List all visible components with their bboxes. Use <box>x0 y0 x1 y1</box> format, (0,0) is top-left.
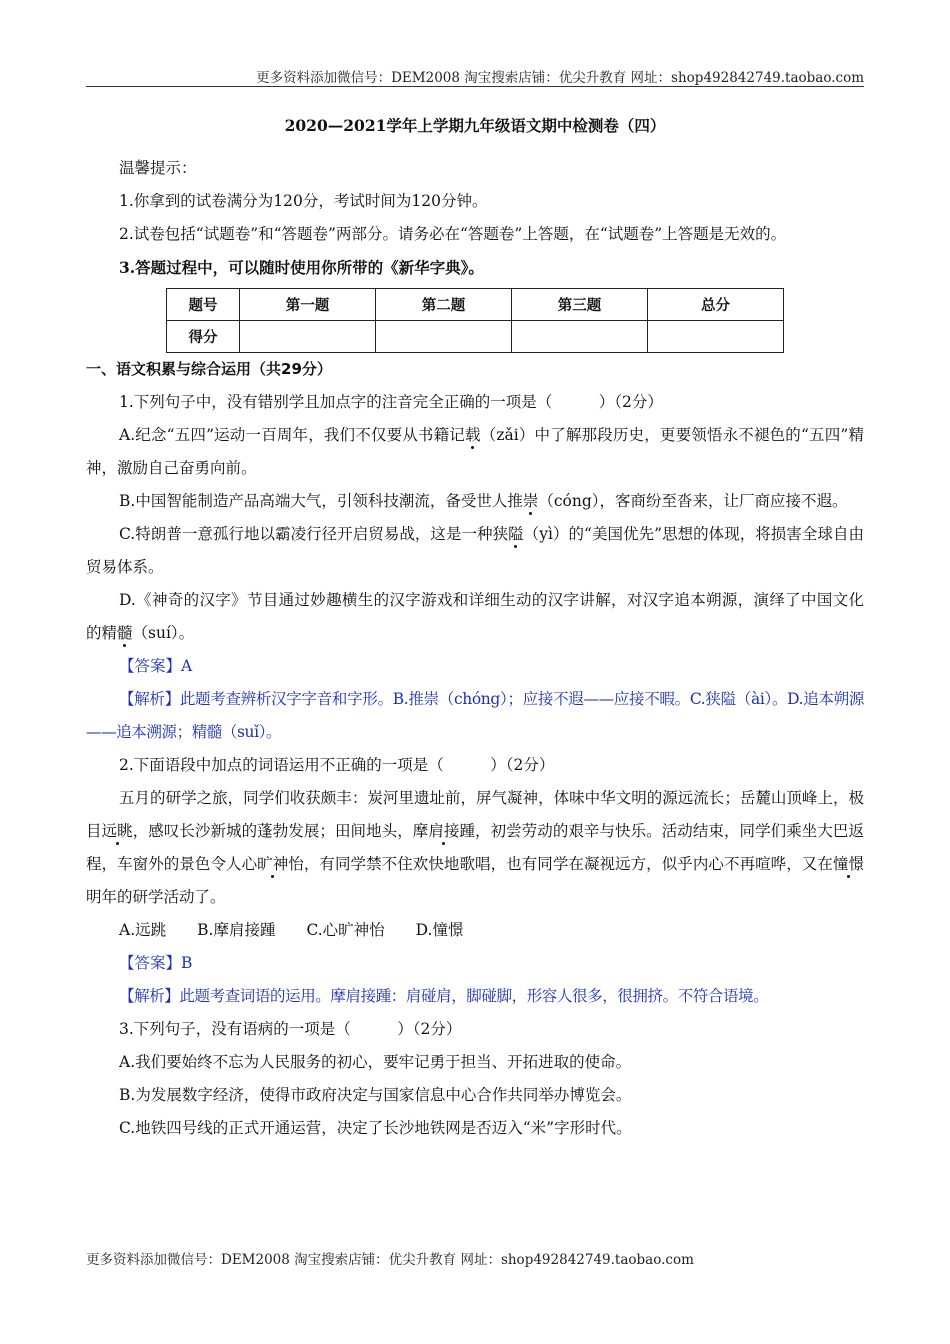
q1-option-b <box>86 485 864 518</box>
q2-dotted-word: 憧憬 <box>832 855 864 873</box>
q1-b-text: B.中国智能制造产品高端大气，引领科技潮流，备受世人推 <box>119 492 523 510</box>
q1-b-dotted-char: 崇 <box>522 492 539 510</box>
q2-passage-text: 五月的研学之旅，同学们收获颇丰：炭河里遗址前，屏气凝神，体味中华文明的源远流长；岳麓山顶峰上，极目 <box>86 789 864 840</box>
section-1-heading: 一、语文积累与综合运用（共29分） <box>86 360 332 378</box>
q3-option-c: C.地铁四号线的正式开通运营，决定了长沙地铁网是否迈入“米”字形时代。 <box>119 1119 632 1137</box>
header-divider <box>86 86 864 87</box>
score-table-score-row <box>167 321 784 353</box>
score-header-cell: 第一题 <box>240 289 376 321</box>
q3-option-a: A.我们要始终不忘为人民服务的初心，要牢记勇于担当、开拓进取的使命。 <box>119 1053 632 1071</box>
q1-b-text-end: （cóng），客商纷至沓来，让厂商应接不遐。 <box>538 492 848 510</box>
q1-a-text: A.纪念“五四”运动一百周年，我们不仅要从书籍记 <box>119 426 465 444</box>
page-header: 更多资料添加微信号：DEM2008 淘宝搜索店铺：优尖升教育 网址：shop492842749.taobao.com <box>256 70 864 86</box>
q2-passage <box>86 782 864 914</box>
q1-analysis: 【解析】此题考查辨析汉字字音和字形。B.推崇（chóng）；应接不遐——应接不暇。C.狭隘（ài）。D.追本朔源——追本溯源；精髓（suǐ）。 <box>86 690 864 741</box>
q1-c-text-end: （yì）的“美国优先”思想的体现，将损害全球自由贸易体系。 <box>86 525 864 576</box>
q1-option-a <box>86 419 864 485</box>
q1-stem: 1.下列句子中，没有错别学且加点字的注音完全正确的一项是（ ）（2分） <box>119 393 663 411</box>
tips-label: 温馨提示： <box>119 159 197 177</box>
q1-option-c <box>86 518 864 584</box>
score-header-cell: 第二题 <box>376 289 512 321</box>
q2-passage-text: 明年的研学活动了。 <box>86 888 226 906</box>
q2-passage-text: ，感叹长沙新城的蓬勃发展；田间地头， <box>132 822 413 840</box>
q2-stem: 2.下面语段中加点的词语运用不正确的一项是（ ）（2分） <box>119 756 555 774</box>
score-table <box>166 288 784 353</box>
q1-option-d <box>86 584 864 650</box>
q3-stem: 3.下列句子，没有语病的一项是（ ）（2分） <box>119 1020 462 1038</box>
score-cell <box>648 321 784 353</box>
q2-dotted-word: 远眺 <box>101 822 133 840</box>
score-header-cell: 总分 <box>648 289 784 321</box>
q2-answer: 【答案】B <box>119 954 193 972</box>
score-cell <box>376 321 512 353</box>
q1-answer: 【答案】A <box>119 657 193 675</box>
q1-d-text-end: （suí）。 <box>132 624 195 642</box>
q2-options: A.远跳 B.摩肩接踵 C.心旷神怡 D.憧憬 <box>119 921 464 939</box>
q2-passage-text: ，有同学禁不住欢快地歌唱，也有同学在凝视远方，似乎内心不再喧哗，又在 <box>303 855 833 873</box>
q1-c-dotted-char: 隘 <box>508 525 524 543</box>
q2-dotted-word: 心旷神怡 <box>241 855 304 873</box>
tip-1: 1.你拿到的试卷满分为120分，考试时间为120分钟。 <box>119 192 488 210</box>
q1-d-text: D.《神奇的汉字》节目通过妙趣横生的汉字游戏和详细生动的汉字讲解，对汉字追本朔源，演绎了中国文化的精 <box>86 591 864 642</box>
q1-c-text: C.特朗普一意孤行地以霸凌行径开启贸易战，这是一种狭 <box>119 525 509 543</box>
q2-dotted-word: 摩肩接踵 <box>412 822 476 840</box>
score-cell <box>240 321 376 353</box>
q2-passage-text: ，初尝劳动的艰辛与快乐。活动结束，同学们乘坐大巴返程，车窗外的景色令人 <box>86 822 864 873</box>
tip-2: 2.试卷包括“试题卷”和“答题卷”两部分。请务必在“答题卷”上答题，在“试题卷”上答题是无效的。 <box>119 225 787 243</box>
document-body <box>86 114 864 1145</box>
score-cell <box>512 321 648 353</box>
page-footer: 更多资料添加微信号：DEM2008 淘宝搜索店铺：优尖升教育 网址：shop492842749.taobao.com <box>86 1252 694 1268</box>
score-table-header-row <box>167 289 784 321</box>
q3-option-b: B.为发展数字经济，使得市政府决定与国家信息中心合作共同举办博览会。 <box>119 1086 632 1104</box>
q2-analysis: 【解析】此题考查词语的运用。摩肩接踵：肩碰肩，脚碰脚，形容人很多，很拥挤。不符合语境。 <box>119 987 769 1005</box>
score-header-cell: 题号 <box>167 289 240 321</box>
q1-d-dotted-char: 髓 <box>117 624 133 642</box>
document-title: 2020—2021学年上学期九年级语文期中检测卷（四） <box>284 116 666 135</box>
q1-a-text-end: （zǎi）中了解那段历史，更要领悟永不褪色的“五四”精神，激励自己奋勇向前。 <box>86 426 864 477</box>
score-header-cell: 第三题 <box>512 289 648 321</box>
score-row-label: 得分 <box>167 321 240 353</box>
q1-a-dotted-char: 载 <box>464 426 481 444</box>
tip-3: 3.答题过程中，可以随时使用你所带的《新华字典》。 <box>119 258 484 277</box>
